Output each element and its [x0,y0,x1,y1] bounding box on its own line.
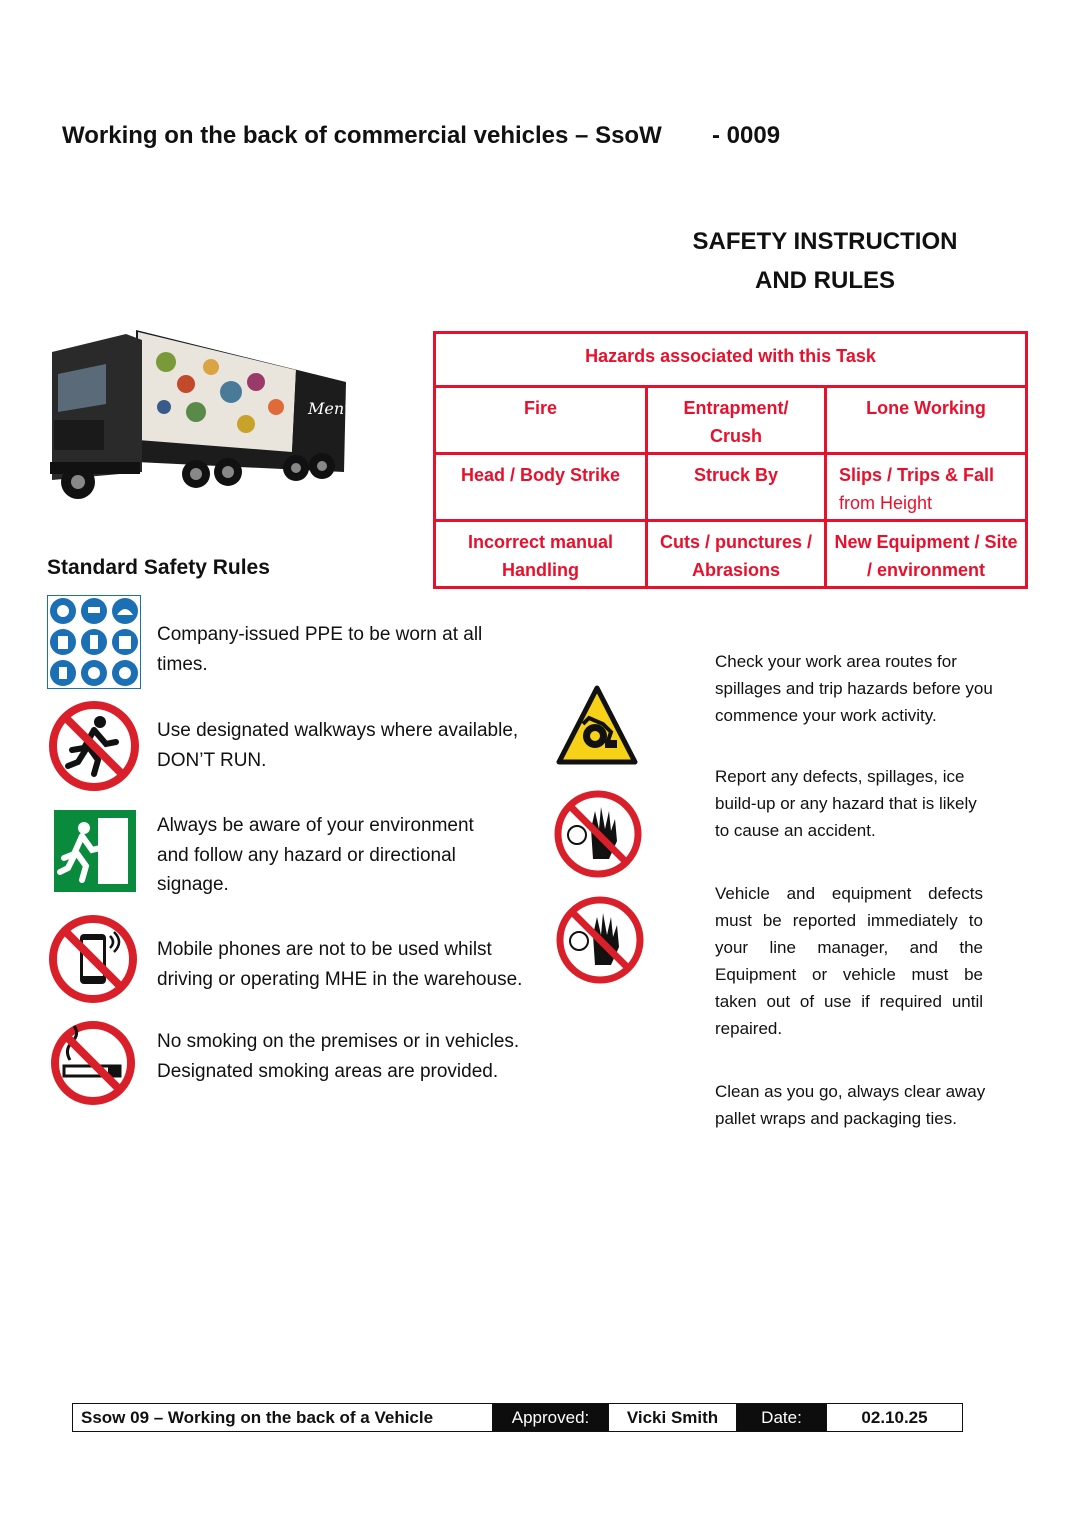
hazards-table [433,331,1028,589]
hazard-cell: Fire [435,387,647,454]
right-rule-text-report: Report any defects, spillages, ice build-up or any hazard that is likely to cause an accident. [715,767,977,840]
hazard-cell: Cuts / punctures / Abrasions [647,521,826,588]
no-access-hand-icon [553,789,643,879]
footer-approved-label: Approved: [493,1404,609,1432]
hazard-cell: Entrapment/ Crush [647,387,826,454]
rule-text-ppe: Company-issued PPE to be worn at all times. [157,624,483,675]
safety-heading-line-1: SAFETY INSTRUCTION [692,228,958,255]
document-code: - 0009 [712,122,781,149]
trailer-brand-text: Menu [308,399,354,418]
no-smoking-icon [50,1020,136,1106]
right-rule-text-routes: Check your work area routes for spillages and trip hazards before you commence your work activity. [715,652,993,725]
rule-text-environment: Always be aware of your environment and follow any hazard or directional signage. [157,815,474,895]
no-access-hand-icon [555,895,645,985]
hazard-cell: Struck By [647,454,826,521]
hazard-cell: Head / Body Strike [435,454,647,521]
hazard-cell: Lone Working [826,387,1027,454]
footer-approval-table [72,1403,963,1432]
footer-date: 02.10.25 [827,1404,963,1432]
no-running-icon [48,700,140,792]
right-rule-text-defects: Vehicle and equipment defects must be reported immediately to your line manager, and the Equipment or vehicle must be taken out of use if required until repaired. [715,884,983,1038]
rule-text-walkways: Use designated walkways where available, DON’T RUN. [157,720,519,771]
truck-illustration [46,312,354,510]
hazards-header: Hazards associated with this Task [435,333,1027,387]
emergency-exit-icon [54,810,136,892]
standard-rules-title: Standard Safety Rules [47,556,270,579]
rule-text-smoking: No smoking on the premises or in vehicles. Designated smoking areas are provided. [157,1031,520,1082]
entanglement-warning-icon [555,684,639,768]
no-mobile-phone-icon [48,914,138,1004]
hazard-cell: Incorrect manual Handling [435,521,647,588]
hazard-cell-text: Slips / Trips & Fall [839,465,995,485]
safety-heading [620,222,1030,300]
footer-doc-name: Ssow 09 – Working on the back of a Vehicle [73,1404,493,1432]
document-title: Working on the back of commercial vehicles – SsoW [62,122,662,149]
rule-text-mobile: Mobile phones are not to be used whilst driving or operating MHE in the warehouse. [157,939,523,990]
footer-approver: Vicki Smith [609,1404,737,1432]
ppe-mandatory-icon [47,595,141,689]
right-rule-text-clean: Clean as you go, always clear away pallet wraps and packaging ties. [715,1082,986,1128]
safety-heading-line-2: AND RULES [754,267,895,294]
hazard-cell: New Equipment / Site / environment [826,521,1027,588]
hazard-cell-extra: from Height [839,493,933,513]
hazard-cell-slips [826,454,1027,521]
footer-date-label: Date: [737,1404,827,1432]
